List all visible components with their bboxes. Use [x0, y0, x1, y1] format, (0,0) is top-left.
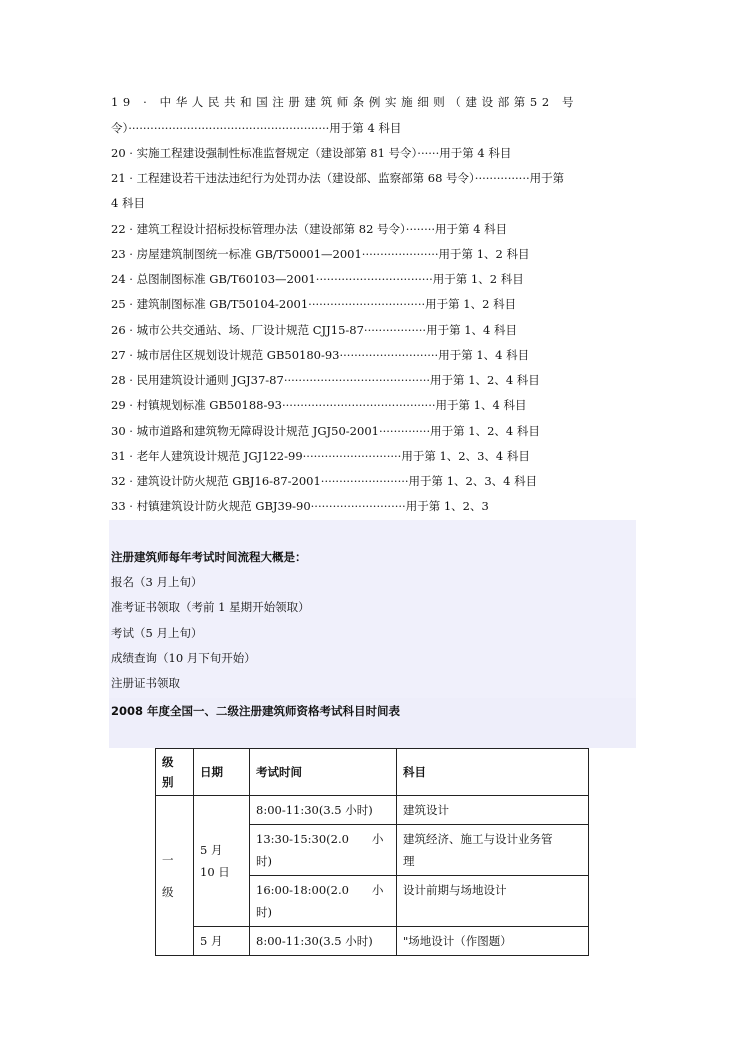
- date-cell-may: 5 月: [194, 927, 250, 956]
- rule-item-21-line1: 21 · 工程建设若干违法违纪行为处罚办法（建设部、监察部第 68 号令）···············用于第: [111, 171, 565, 185]
- rule-item-25: 25 · 建筑制图标准 GB/T50104-2001································用于第 1、2 科目: [111, 297, 517, 311]
- process-step-exam: 考试（5 月上旬）: [111, 626, 203, 640]
- rule-item-28: 28 · 民用建筑设计通则 JGJ37-87········································用于第 1、2、4 科目: [111, 373, 540, 387]
- table-row: [156, 796, 589, 825]
- subject-cell: 建筑经济、施工与设计业务管 理: [397, 825, 589, 876]
- header-level: 级 别: [156, 749, 194, 796]
- exam-time-cell: 8:00-11:30(3.5 小时): [250, 927, 397, 956]
- process-step-results: 成绩查询（10 月下旬开始）: [111, 651, 256, 665]
- process-heading: 注册建筑师每年考试时间流程大概是：: [111, 550, 307, 564]
- exam-schedule-table: [155, 748, 589, 956]
- rule-item-19-line2: 令）·······················································用于第 4 科目: [111, 121, 402, 135]
- rule-item-33: 33 · 村镇建筑设计防火规范 GBJ39-90··························用于第 1、2、3: [111, 499, 489, 513]
- process-step-admission-ticket: 准考证书领取（考前 1 星期开始领取）: [111, 600, 310, 614]
- subject-cell: 建筑设计: [397, 796, 589, 825]
- process-step-certificate: 注册证书领取: [111, 676, 180, 690]
- date-cell-may-10: 5 月 10 日: [194, 796, 250, 927]
- rule-item-32: 32 · 建筑设计防火规范 GBJ16-87-2001························用于第 1、2、3、4 科目: [111, 474, 538, 488]
- table-row: [156, 927, 589, 956]
- header-exam-time: 考试时间: [250, 749, 397, 796]
- rule-item-22: 22 · 建筑工程设计招标投标管理办法（建设部第 82 号令）········用于第 4 科目: [111, 222, 508, 236]
- level-one-cell: 一 级: [156, 796, 194, 956]
- rule-item-30: 30 · 城市道路和建筑物无障碍设计规范 JGJ50-2001··············用于第 1、2、4 科目: [111, 424, 540, 438]
- subject-cell: 设计前期与场地设计: [397, 876, 589, 927]
- table-header-row: [156, 749, 589, 796]
- rule-item-31: 31 · 老年人建筑设计规范 JGJ122-99···························用于第 1、2、3、4 科目: [111, 449, 530, 463]
- rule-item-20: 20 · 实施工程建设强制性标准监督规定（建设部第 81 号令）······用于第 4 科目: [111, 146, 512, 160]
- rule-item-23: 23 · 房屋建筑制图统一标准 GB/T50001—2001·····················用于第 1、2 科目: [111, 247, 530, 261]
- exam-time-cell: 13:30-15:30(2.0 小 时): [250, 825, 397, 876]
- exam-time-cell: 16:00-18:00(2.0 小 时): [250, 876, 397, 927]
- rule-item-24: 24 · 总图制图标准 GB/T60103—2001································用于第 1、2 科目: [111, 272, 524, 286]
- header-date: 日期: [194, 749, 250, 796]
- exam-time-cell: 8:00-11:30(3.5 小时): [250, 796, 397, 825]
- rule-item-21-line2: 4 科目: [111, 196, 145, 210]
- subject-cell: "场地设计（作图题）: [397, 927, 589, 956]
- rule-item-27: 27 · 城市居住区规划设计规范 GB50180-93···························用于第 1、4 科目: [111, 348, 530, 362]
- schedule-title: 2008 年度全国一、二级注册建筑师资格考试科目时间表: [111, 704, 401, 718]
- rule-item-26: 26 · 城市公共交通站、场、厂设计规范 CJJ15-87·················用于第 1、4 科目: [111, 323, 518, 337]
- rule-item-19-line1: 19 · 中华人民共和国注册建筑师条例实施细则（建设部第52 号: [111, 95, 579, 109]
- rule-item-29: 29 · 村镇规划标准 GB50188-93··········································用于第 1、4 科目: [111, 398, 527, 412]
- process-step-register: 报名（3 月上旬）: [111, 575, 203, 589]
- header-subject: 科目: [397, 749, 589, 796]
